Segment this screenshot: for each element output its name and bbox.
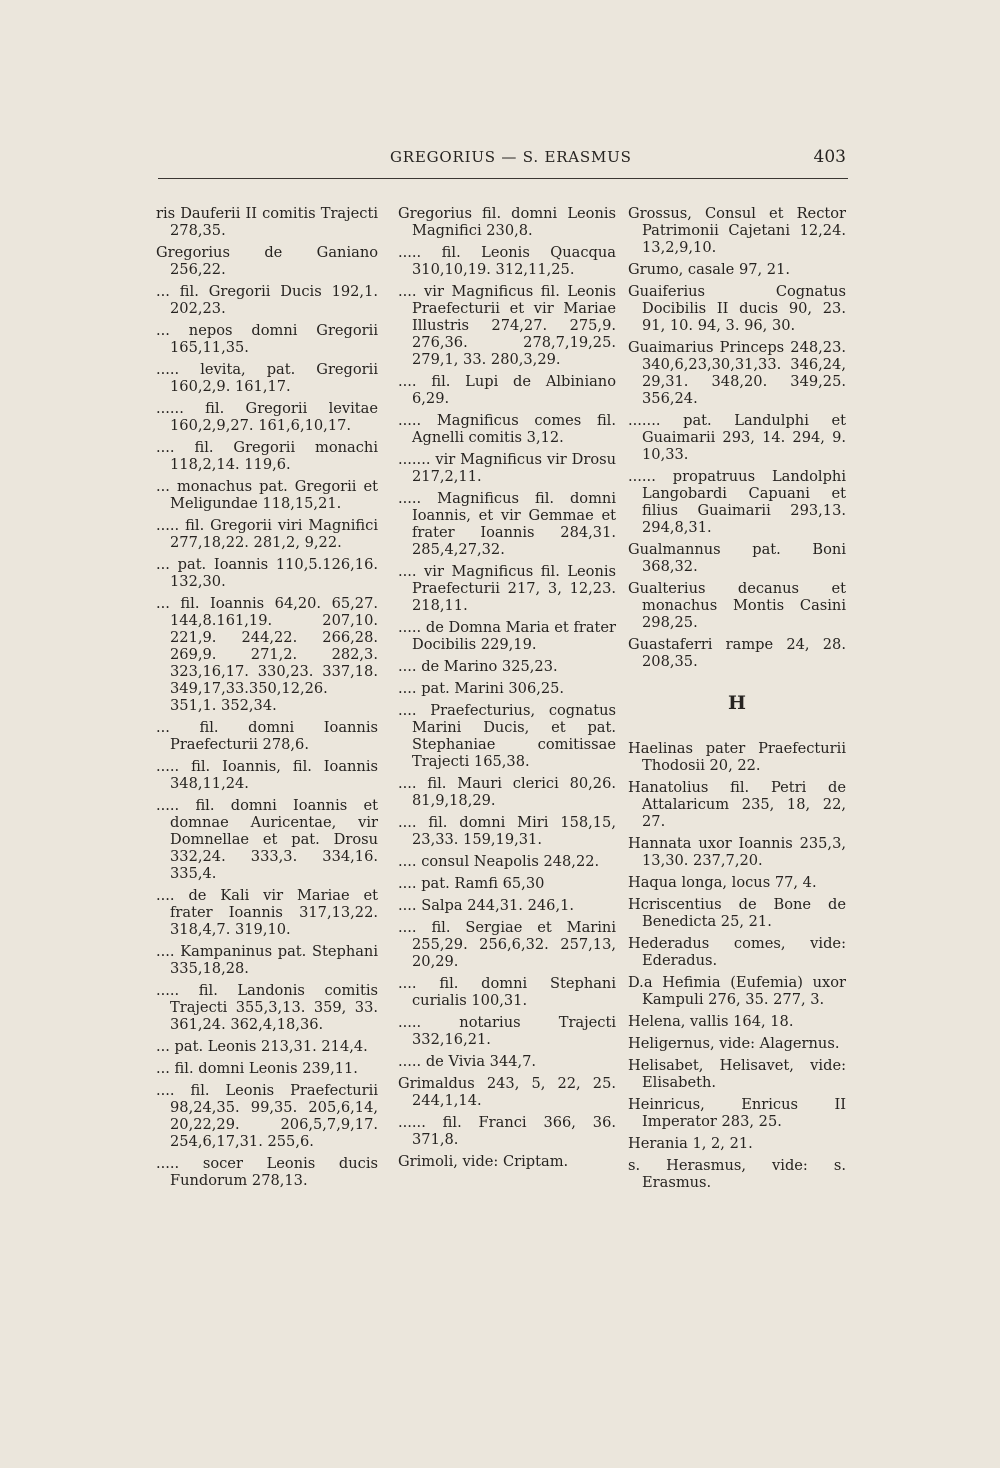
index-entry: ...... propatruus Landolphi Langobardi Capuani et filius Guaimarii 293,13. 294,8,31.	[628, 468, 846, 536]
index-entry: ..... fil. Landonis comitis Trajecti 355,3,13. 359, 33. 361,24. 362,4,18,36.	[156, 982, 378, 1033]
index-entry: Grossus, Consul et Rector Patrimonii Cajetani 12,24. 13,2,9,10.	[628, 205, 846, 256]
index-entry: ..... socer Leonis ducis Fundorum 278,13.	[156, 1155, 378, 1189]
index-entry: Haqua longa, locus 77, 4.	[628, 874, 817, 891]
index-entry: Haelinas pater Praefecturii Thodosii 20, 22.	[628, 740, 846, 774]
index-entry: Hanatolius fil. Petri de Attalaricum 235, 18, 22, 27.	[628, 779, 846, 830]
index-entry: Gualterius decanus et monachus Montis Casini 298,25.	[628, 580, 846, 631]
index-entry: .... Salpa 244,31. 246,1.	[398, 897, 575, 914]
index-entry: ... pat. Leonis 213,31. 214,4.	[156, 1038, 368, 1055]
index-entry: ...... fil. Gregorii levitae 160,2,9,27. 161,6,10,17.	[156, 400, 378, 434]
index-entry: Gualmannus pat. Boni 368,32.	[628, 541, 846, 575]
index-entry: ... pat. Ioannis 110,5.126,16. 132,30.	[156, 556, 378, 590]
index-entry: Helisabet, Helisavet, vide: Elisabeth.	[628, 1057, 846, 1091]
index-entry: Hcriscentius de Bone de Benedicta 25, 21.	[628, 896, 846, 930]
index-column-2	[398, 205, 616, 1175]
index-column-1	[156, 205, 378, 1194]
index-entry: .... fil. Sergiae et Marini 255,29. 256,6,32. 257,13, 20,29.	[398, 919, 616, 970]
index-entry: Helena, vallis 164, 18.	[628, 1013, 794, 1030]
index-entry: ..... fil. Gregorii viri Magnifici 277,18,22. 281,2, 9,22.	[156, 517, 378, 551]
index-entry: s. Herasmus, vide: s. Erasmus.	[628, 1157, 846, 1191]
index-entry: Heligernus, vide: Alagernus.	[628, 1035, 840, 1052]
index-entry: .... vir Magnificus fil. Leonis Praefecturii 217, 3, 12,23. 218,11.	[398, 563, 616, 614]
index-entry: .... vir Magnificus fil. Leonis Praefecturii et vir Mariae Illustris 274,27. 275,9. 276,36. 278,7,19,25. 279,1, 33. 280,3,29.	[398, 283, 616, 368]
index-entry: .... fil. domni Miri 158,15, 23,33. 159,19,31.	[398, 814, 616, 848]
index-entry: .... de Kali vir Mariae et frater Ioannis 317,13,22. 318,4,7. 319,10.	[156, 887, 378, 938]
index-entry: ris Dauferii II comitis Trajecti 278,35.	[156, 205, 378, 239]
index-entry: ..... fil. Ioannis, fil. Ioannis 348,11,24.	[156, 758, 378, 792]
index-entry: ..... de Domna Maria et frater Docibilis 229,19.	[398, 619, 616, 653]
index-entry: Hederadus comes, vide: Ederadus.	[628, 935, 846, 969]
index-entry: ..... levita, pat. Gregorii 160,2,9. 161,17.	[156, 361, 378, 395]
index-entry: .... Kampaninus pat. Stephani 335,18,28.	[156, 943, 378, 977]
running-header	[158, 148, 848, 180]
index-entry: ..... fil. domni Ioannis et domnae Auricentae, vir Domnellae et pat. Drosu 332,24. 333,3. 334,16. 335,4.	[156, 797, 378, 882]
index-entry: ... fil. Ioannis 64,20. 65,27. 144,8.161,19. 207,10. 221,9. 244,22. 266,28. 269,9. 271,2. 282,3. 323,16,17. 330,23. 337,18. 349,17,33.350,12,26. 351,1. 352,34.	[156, 595, 378, 714]
index-entry: Grimoli, vide: Criptam.	[398, 1153, 569, 1170]
index-entry: Grumo, casale 97, 21.	[628, 261, 790, 278]
index-entry: Gregorius fil. domni Leonis Magnifici 230,8.	[398, 205, 616, 239]
index-entry: ...... fil. Franci 366, 36. 371,8.	[398, 1114, 616, 1148]
index-entry: ..... fil. Leonis Quacqua 310,10,19. 312,11,25.	[398, 244, 616, 278]
index-entry: .... fil. domni Stephani curialis 100,31.	[398, 975, 616, 1009]
index-entry: .... fil. Leonis Praefecturii 98,24,35. 99,35. 205,6,14, 20,22,29. 206,5,7,9,17. 254,6,17,31. 255,6.	[156, 1082, 378, 1150]
index-entry: ... fil. Gregorii Ducis 192,1. 202,23.	[156, 283, 378, 317]
index-entry: .... de Marino 325,23.	[398, 658, 558, 675]
index-entry: .... fil. Lupi de Albiniano 6,29.	[398, 373, 616, 407]
running-title: GREGORIUS — S. ERASMUS	[390, 148, 632, 166]
section-letter: H	[728, 692, 746, 714]
index-entry: .... fil. Gregorii monachi 118,2,14. 119,6.	[156, 439, 378, 473]
index-entry: ... fil. domni Ioannis Praefecturii 278,6.	[156, 719, 378, 753]
index-entry: ... nepos domni Gregorii 165,11,35.	[156, 322, 378, 356]
index-entry: .... Praefecturius, cognatus Marini Ducis, et pat. Stephaniae comitissae Trajecti 165,38.	[398, 702, 616, 770]
index-entry: ..... de Vivia 344,7.	[398, 1053, 537, 1070]
index-entry: Gregorius de Ganiano 256,22.	[156, 244, 378, 278]
index-column-3	[628, 205, 846, 1196]
index-entry: ....... pat. Landulphi et Guaimarii 293, 14. 294, 9. 10,33.	[628, 412, 846, 463]
index-entry: ... fil. domni Leonis 239,11.	[156, 1060, 358, 1077]
index-entry: ..... Magnificus comes fil. Agnelli comitis 3,12.	[398, 412, 616, 446]
index-entry: Guaiferius Cognatus Docibilis II ducis 90, 23. 91, 10. 94, 3. 96, 30.	[628, 283, 846, 334]
index-entry: Guastaferri rampe 24, 28. 208,35.	[628, 636, 846, 670]
header-rule	[158, 178, 848, 179]
index-entry: Hannata uxor Ioannis 235,3, 13,30. 237,7,20.	[628, 835, 846, 869]
index-entry: .... fil. Mauri clerici 80,26. 81,9,18,29.	[398, 775, 616, 809]
index-entry: ....... vir Magnificus vir Drosu 217,2,11.	[398, 451, 616, 485]
index-entry: Heinricus, Enricus II Imperator 283, 25.	[628, 1096, 846, 1130]
index-entry: ..... notarius Trajecti 332,16,21.	[398, 1014, 616, 1048]
index-entry: Herania 1, 2, 21.	[628, 1135, 753, 1152]
page-number: 403	[813, 147, 846, 167]
index-entry: D.a Hefimia (Eufemia) uxor Kampuli 276, 35. 277, 3.	[628, 974, 846, 1008]
index-entry: ..... Magnificus fil. domni Ioannis, et vir Gemmae et frater Ioannis 284,31. 285,4,27,32.	[398, 490, 616, 558]
index-entry: .... consul Neapolis 248,22.	[398, 853, 600, 870]
index-entry: Guaimarius Princeps 248,23. 340,6,23,30,31,33. 346,24, 29,31. 348,20. 349,25. 356,24.	[628, 339, 846, 407]
index-entry: .... pat. Marini 306,25.	[398, 680, 565, 697]
index-entry: .... pat. Ramfi 65,30	[398, 875, 545, 892]
index-entry: ... monachus pat. Gregorii et Meligundae 118,15,21.	[156, 478, 378, 512]
index-entry: Grimaldus 243, 5, 22, 25. 244,1,14.	[398, 1075, 616, 1109]
